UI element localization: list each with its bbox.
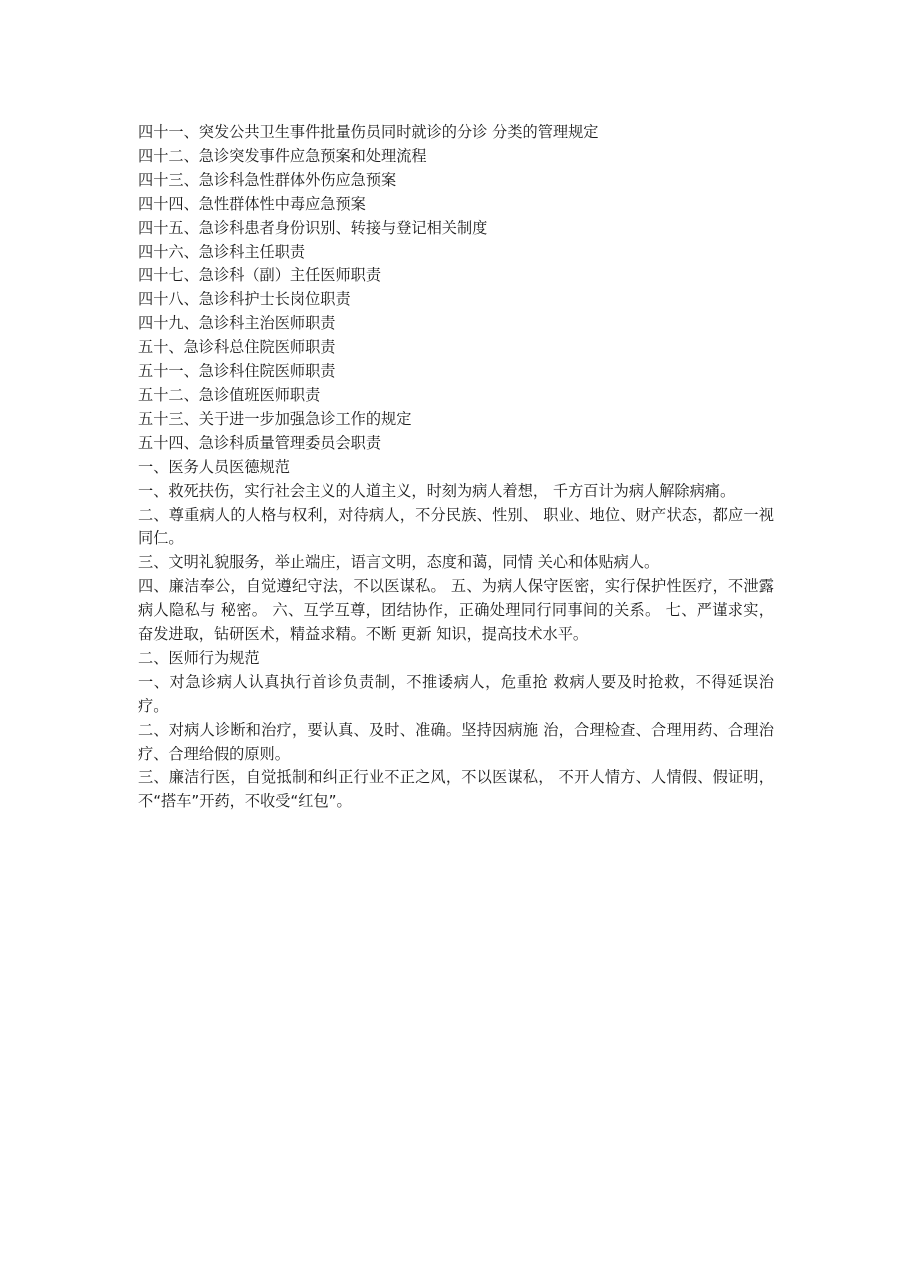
toc-line-43: 四十三、急诊科急性群体外伤应急预案	[138, 170, 397, 189]
toc-line-44: 四十四、急性群体性中毒应急预案	[138, 194, 366, 213]
toc-line-53: 五十三、关于进一步加强急诊工作的规定	[138, 409, 412, 428]
document-body	[138, 121, 774, 814]
ethics-paragraph: 二、尊重病人的人格与权利，对待病人，不分民族、性别、 职业、地位、财产状态，都应一视同仁。	[138, 505, 774, 548]
toc-line-41: 四十一、突发公共卫生事件批量伤员同时就诊的分诊 分类的管理规定	[138, 123, 599, 141]
toc-line-51: 五十一、急诊科住院医师职责	[138, 362, 336, 381]
section-heading-conduct: 二、医师行为规范	[138, 648, 260, 667]
ethics-paragraph: 四、廉洁奉公，自觉遵纪守法，不以医谋私。 五、为病人保守医密，实行保护性医疗，不泄露病人隐私与 秘密。 六、互学互尊，团结协作，正确处理同行同事间的关系。 七、严谨求实，奋发进取，钻研医术，精益求精。不断 更新 知识，提高技术水平。	[138, 577, 774, 644]
conduct-paragraph: 三、廉洁行医，自觉抵制和纠正行业不正之风，不以医谋私， 不开人情方、人情假、假证明，不“搭车”开药，不收受“红包”。	[138, 768, 774, 811]
toc-line-45: 四十五、急诊科患者身份识别、转接与登记相关制度	[138, 218, 488, 237]
toc-line-47: 四十七、急诊科（副）主任医师职责	[138, 266, 381, 285]
toc-line-46: 四十六、急诊科主任职责	[138, 242, 306, 261]
toc-line-50: 五十、急诊科总住院医师职责	[138, 338, 336, 357]
conduct-paragraph: 二、对病人诊断和治疗，要认真、及时、准确。坚持因病施 治，合理检查、合理用药、合理治疗、合理给假的原则。	[138, 720, 774, 763]
ethics-paragraph: 三、文明礼貌服务，举止端庄，语言文明，态度和蔼，同情 关心和体贴病人。	[138, 553, 660, 572]
ethics-paragraph: 一、救死扶伤，实行社会主义的人道主义，时刻为病人着想， 千方百计为病人解除病痛。	[138, 481, 736, 500]
toc-line-48: 四十八、急诊科护士长岗位职责	[138, 290, 351, 309]
toc-line-54: 五十四、急诊科质量管理委员会职责	[138, 433, 381, 452]
section-heading-ethics: 一、医务人员医德规范	[138, 457, 290, 476]
toc-line-42: 四十二、急诊突发事件应急预案和处理流程	[138, 146, 427, 165]
toc-line-52: 五十二、急诊值班医师职责	[138, 385, 321, 404]
toc-line-49: 四十九、急诊科主治医师职责	[138, 314, 336, 333]
conduct-paragraph: 一、对急诊病人认真执行首诊负责制，不推诿病人，危重抢 救病人要及时抢救，不得延误治疗。	[138, 672, 774, 715]
